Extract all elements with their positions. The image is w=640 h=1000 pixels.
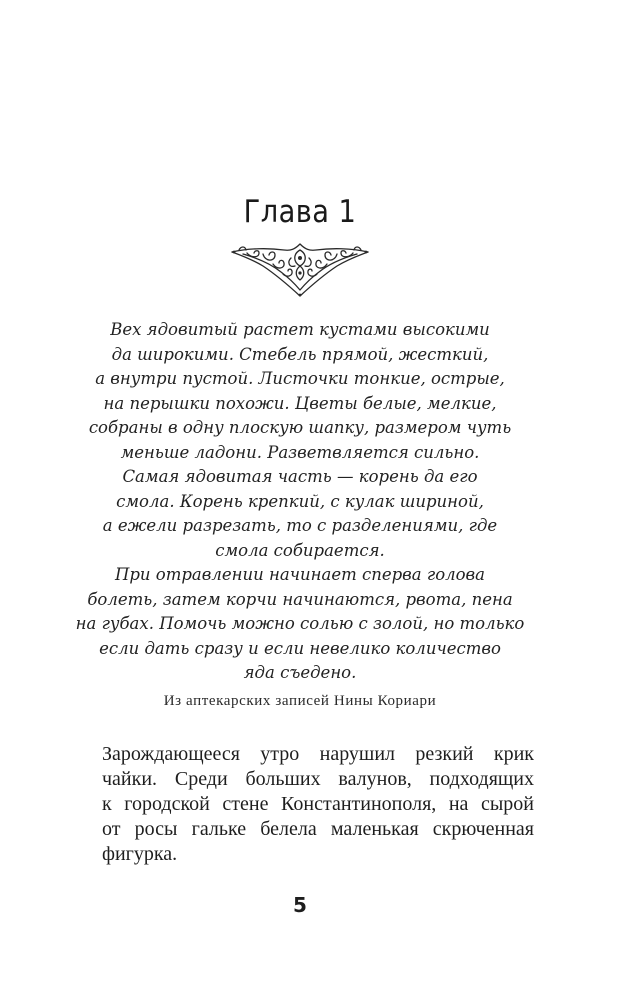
body-paragraph bbox=[102, 742, 534, 867]
epigraph-line: а ежели разрезать, то с разделениями, где bbox=[102, 516, 498, 535]
epigraph-line: смола собирается. bbox=[215, 540, 385, 560]
epigraph-line: меньше ладони. Разветвляется сильно. bbox=[120, 442, 480, 462]
floral-ornament-icon bbox=[229, 240, 371, 298]
epigraph-line: При отравлении начинает сперва голова bbox=[114, 565, 486, 584]
epigraph-line: яда съедено. bbox=[243, 663, 357, 682]
body-line: Зарождающееся утро нарушил резкий крик bbox=[102, 743, 534, 765]
epigraph-line: болеть, затем корчи начинаются, рвота, пена bbox=[87, 589, 513, 609]
epigraph-line: Вех ядовитый растет кустами высокими bbox=[110, 320, 490, 339]
epigraph-line: на перышки похожи. Цветы белые, мелкие, bbox=[103, 393, 497, 413]
epigraph-line: смола. Корень крепкий, с кулак шириной, bbox=[116, 491, 484, 511]
epigraph-attribution: Из аптекарских записей Нины Кориари bbox=[163, 693, 437, 709]
epigraph-line: а внутри пустой. Листочки тонкие, острые, bbox=[95, 369, 505, 388]
epigraph-line: на губах. Помочь можно солью с золой, но только bbox=[75, 614, 525, 633]
body-line: от росы гальке белела маленькая скрюченная bbox=[102, 818, 534, 840]
epigraph-line: да широкими. Стебель прямой, жесткий, bbox=[111, 344, 489, 364]
epigraph-line: Самая ядовитая часть — корень да его bbox=[122, 467, 478, 486]
body-line: к городской стене Константинополя, на сырой bbox=[102, 793, 534, 815]
chapter-title: Глава 1 bbox=[243, 194, 357, 230]
page-number: 5 bbox=[293, 893, 307, 917]
body-line: фигурка. bbox=[102, 843, 178, 865]
epigraph-line: если дать сразу и если невелико количество bbox=[99, 638, 501, 658]
epigraph-line: собраны в одну плоскую шапку, размером чуть bbox=[88, 418, 512, 437]
epigraph bbox=[75, 318, 525, 686]
body-line: чайки. Среди больших валунов, подходящих bbox=[102, 768, 534, 790]
